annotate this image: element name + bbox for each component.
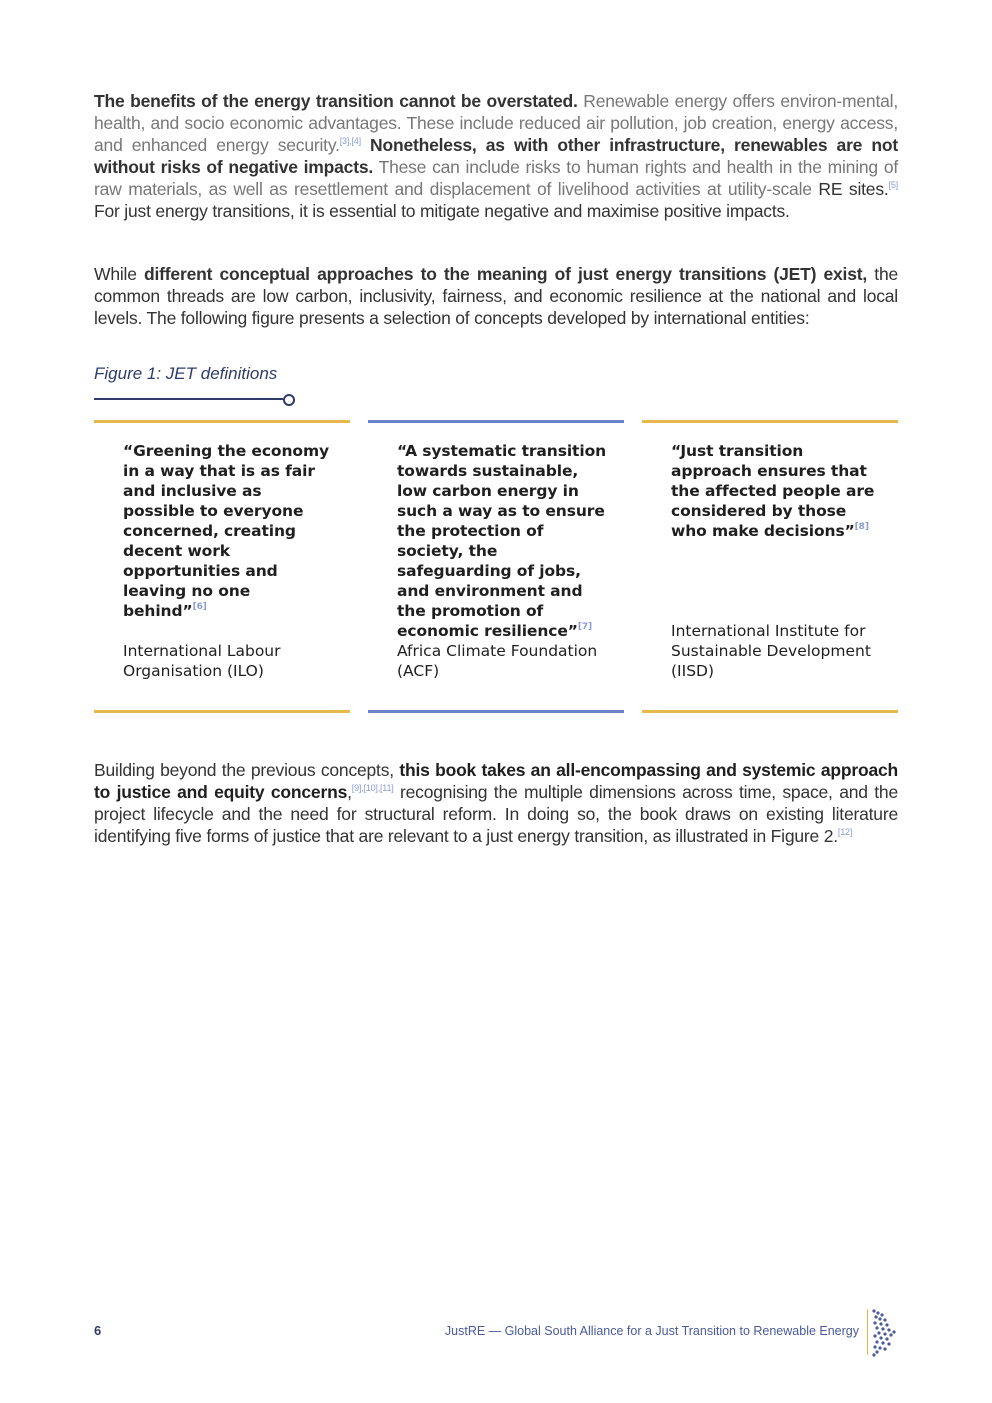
page-number: 6 (94, 1323, 102, 1338)
book-text: recognising the multiple dimensions across time, space, and the project lifecycle and the need for structural reform. In doing so, the book draws on existing literature identifying five forms of justice that are relevant to a just energy transition, as illustrated in Figure 2. (94, 782, 898, 846)
footnote-ref[interactable]: [5] (888, 180, 898, 190)
footnote-ref[interactable]: [8] (854, 522, 869, 532)
paragraph-approaches (94, 263, 898, 329)
definition-source: International Institute for Sustainable Development (IISD) (671, 622, 871, 680)
footnote-ref[interactable]: [3],[4] (339, 136, 361, 146)
footer-divider (867, 1309, 868, 1355)
definition-quote: “A systematic transition towards sustainable, low carbon energy in such a way as to ensure the protection of society, the safeguarding of jobs, and environment and the promotion of economic resilience”[7] (397, 442, 607, 640)
approaches-lead: While (94, 264, 145, 284)
book-lead: Building beyond the previous concepts, (94, 760, 400, 780)
footer-title: JustRE — Global South Alliance for a Just Transition to Renewable Energy (444, 1324, 859, 1338)
definition-card-ilo (94, 420, 350, 713)
approaches-bold: different conceptual approaches to the meaning of just energy transitions (JET) exist, (144, 264, 868, 284)
footnote-ref[interactable]: [9],[10],[11] (351, 783, 394, 793)
footnote-ref[interactable]: [7] (577, 622, 593, 632)
mitigation-text: For just energy transitions, it is essential to mitigate negative and maximise positive impacts. (94, 201, 790, 221)
caption-dot-icon (283, 394, 295, 406)
definition-source: Africa Climate Foundation (ACF) (397, 642, 598, 680)
approaches-text: the common threads are low carbon, inclusivity, fairness, and economic resilience at the national and local levels. The following figure presents a selection of concepts developed by international entities: (94, 264, 899, 328)
justre-logo-icon (870, 1307, 900, 1357)
footnote-ref[interactable]: [6] (192, 602, 207, 612)
risks-text-tail: RE sites. (811, 179, 889, 199)
figure-caption: Figure 1: JET definitions (94, 364, 278, 383)
risks-sentence: Nonetheless, as with other infrastructure, renewables are not without risks of negative impacts. (94, 135, 898, 177)
benefits-heading-sentence: The benefits of the energy transition cannot be overstated. (94, 91, 578, 111)
risks-text: These can include risks to human rights and health in the mining of raw materials, as well as resettlement and displacement of livelihood activities at utility-scale (94, 157, 899, 199)
card-top-border (368, 420, 624, 423)
book-bold: this book takes an all-encompassing and systemic approach to justice and equity concerns (94, 760, 898, 802)
definition-quote: “Just transition approach ensures that the affected people are considered by those who make decisions”[8] (671, 442, 875, 540)
card-bottom-border (368, 710, 624, 713)
card-top-border (94, 420, 350, 423)
benefits-text: Renewable energy offers environ-mental, health, and socio economic advantages. These include reduced air pollution, job creation, energy access, and enhanced energy security. (94, 91, 898, 155)
footnote-ref[interactable]: [12] (837, 827, 853, 837)
definition-card-acf (368, 420, 624, 713)
definition-quote: “Greening the economy in a way that is as fair and inclusive as possible to everyone concerned, creating decent work opportunities and leaving no one behind”[6] (123, 442, 329, 620)
card-bottom-border (642, 710, 898, 713)
card-top-border (642, 420, 898, 423)
paragraph-book-approach: Building beyond the previous concepts, this book takes an all-encompassing and systemic approach to justice and equity concerns,[9],[10],[11] recognising the multiple dimensions across time, space, and the project lifecycle and the need for structural reform. In doing so, the book draws on existing literature identifying five forms of justice that are relevant to a just energy transition, as illustrated in Figure 2.[12] (94, 760, 898, 846)
paragraph-benefits (94, 90, 898, 222)
caption-underline (94, 398, 283, 400)
definition-card-iisd (642, 420, 898, 713)
card-bottom-border (94, 710, 350, 713)
definition-source: International Labour Organisation (ILO) (123, 642, 281, 680)
